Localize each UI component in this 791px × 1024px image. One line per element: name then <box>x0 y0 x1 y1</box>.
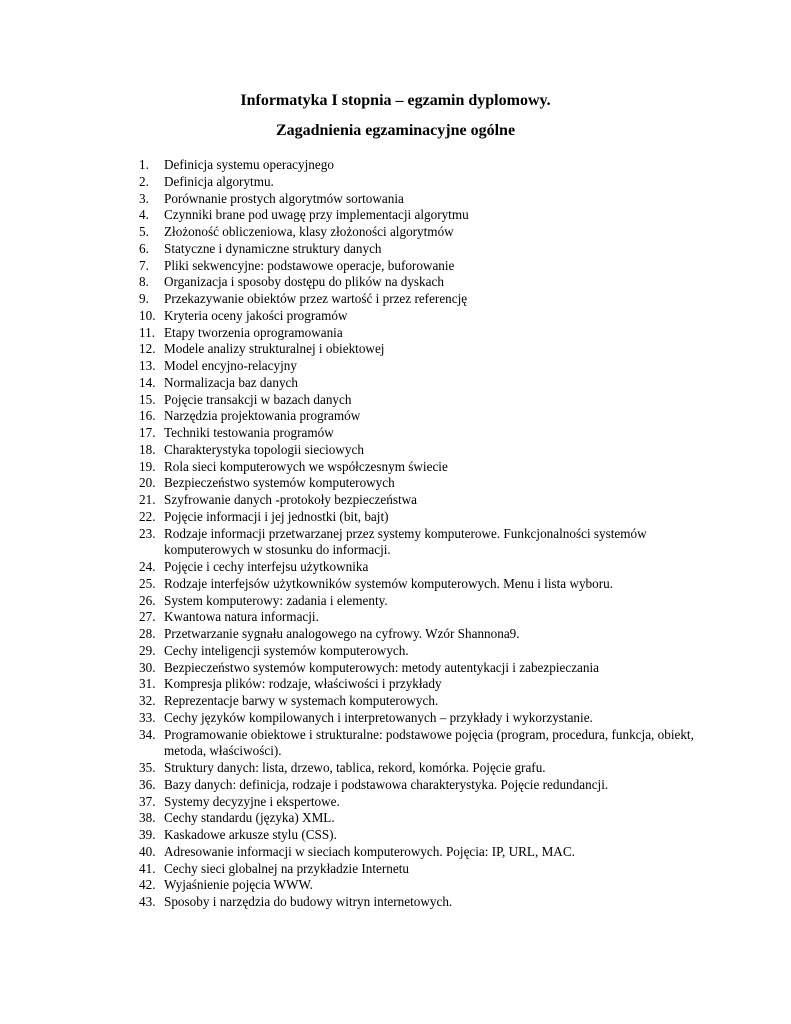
topic-item <box>139 861 699 878</box>
topic-number: 7. <box>139 257 149 273</box>
topic-item <box>139 408 699 425</box>
topic-number: 32. <box>139 693 156 708</box>
topic-text: Bezpieczeństwo systemów komputerowych: metody autentykacji i zabezpieczania <box>164 659 600 675</box>
topic-text: Kompresja plików: rodzaje, właściwości i przykłady <box>164 676 442 692</box>
topic-item <box>139 526 699 560</box>
topic-number: 43. <box>139 894 156 909</box>
topic-item <box>139 207 699 224</box>
topic-number: 1. <box>139 157 149 172</box>
topic-text: Sposoby i narzędzia do budowy witryn internetowych. <box>164 894 453 909</box>
topic-number: 35. <box>139 760 156 775</box>
topic-item <box>139 274 699 291</box>
topic-item <box>139 375 699 392</box>
topic-item <box>139 258 699 275</box>
topic-item <box>139 475 699 492</box>
topic-number: 37. <box>139 793 156 809</box>
topic-item <box>139 844 699 861</box>
topic-text: Pliki sekwencyjne: podstawowe operacje, buforowanie <box>164 257 455 273</box>
topic-number: 6. <box>139 240 149 256</box>
topic-text: Złożoność obliczeniowa, klasy złożoności algorytmów <box>164 224 454 239</box>
topic-number: 9. <box>139 291 149 306</box>
topic-item <box>139 643 699 660</box>
topic-text: Statyczne i dynamiczne struktury danych <box>164 240 382 256</box>
topic-number: 39. <box>139 827 156 842</box>
topic-text: Pojęcie informacji i jej jednostki (bit, bajt) <box>164 508 389 524</box>
topic-item <box>139 660 699 677</box>
topic-number: 19. <box>139 458 156 474</box>
topic-item <box>139 794 699 811</box>
topic-text: Przekazywanie obiektów przez wartość i przez referencję <box>164 291 468 306</box>
topic-item <box>139 509 699 526</box>
topic-text: Przetwarzanie sygnału analogowego na cyfrowy. Wzór Shannona9. <box>164 626 520 641</box>
topic-text: Cechy standardu (języka) XML. <box>164 810 335 826</box>
topic-item <box>139 157 699 174</box>
topic-item <box>139 459 699 476</box>
topic-number: 23. <box>139 525 156 541</box>
topic-item <box>139 241 699 258</box>
topic-text: System komputerowy: zadania i elementy. <box>164 592 388 608</box>
topic-text: Czynniki brane pod uwagę przy implementacji algorytmu <box>164 207 469 223</box>
topic-number: 22. <box>139 508 156 524</box>
topic-item <box>139 676 699 693</box>
topic-number: 15. <box>139 391 156 407</box>
topic-item <box>139 425 699 442</box>
document-title: Informatyka I stopnia – egzamin dyplomowy. <box>240 92 551 109</box>
topic-item <box>139 760 699 777</box>
topic-item <box>139 810 699 827</box>
topic-number: 30. <box>139 659 156 675</box>
topic-item <box>139 877 699 894</box>
topic-item <box>139 693 699 710</box>
topic-item <box>139 827 699 844</box>
topic-item <box>139 191 699 208</box>
topic-text: Organizacja i sposoby dostępu do plików na dyskach <box>164 274 444 290</box>
topic-item <box>139 392 699 409</box>
topic-text: Wyjaśnienie pojęcia WWW. <box>164 877 313 893</box>
topic-number: 21. <box>139 492 156 507</box>
topic-number: 12. <box>139 341 156 357</box>
topic-number: 14. <box>139 374 156 390</box>
topic-text: Rodzaje informacji przetwarzanej przez systemy komputerowe. Funkcjonalności systemów komputerowych w stosunku do informacji. <box>164 525 647 558</box>
topic-number: 11. <box>139 324 155 340</box>
topic-text: Model encyjno-relacyjny <box>164 358 297 373</box>
topic-text: Bazy danych: definicja, rodzaje i podstawowa charakterystyka. Pojęcie redundancji. <box>164 776 609 792</box>
topic-number: 34. <box>139 726 156 742</box>
topic-text: Rodzaje interfejsów użytkowników systemów komputerowych. Menu i lista wyboru. <box>164 575 614 591</box>
topic-number: 8. <box>139 274 149 290</box>
document-subtitle: Zagadnienia egzaminacyjne ogólne <box>275 122 516 139</box>
topic-text: Cechy języków kompilowanych i interpretowanych – przykłady i wykorzystanie. <box>164 709 593 725</box>
topic-text: Adresowanie informacji w sieciach komputerowych. Pojęcia: IP, URL, MAC. <box>164 843 575 859</box>
topic-text: Rola sieci komputerowych we współczesnym świecie <box>164 458 448 474</box>
topic-item <box>139 777 699 794</box>
topic-number: 2. <box>139 173 149 189</box>
topic-text: Pojęcie i cechy interfejsu użytkownika <box>164 559 369 574</box>
topic-text: Etapy tworzenia oprogramowania <box>164 324 343 340</box>
topic-number: 24. <box>139 559 156 574</box>
topic-number: 41. <box>139 860 156 876</box>
topic-number: 3. <box>139 190 149 206</box>
topics-list <box>139 157 699 911</box>
topic-item <box>139 727 699 761</box>
topic-item <box>139 358 699 375</box>
topic-text: Porównanie prostych algorytmów sortowania <box>164 190 404 206</box>
topic-number: 40. <box>139 843 156 859</box>
topic-item <box>139 492 699 509</box>
topic-text: Kwantowa natura informacji. <box>164 609 319 625</box>
topic-text: Programowanie obiektowe i strukturalne: podstawowe pojęcia (program, procedura, funkcja, obiekt, metoda, właściwości). <box>164 726 694 759</box>
topic-text: Definicja systemu operacyjnego <box>164 157 334 172</box>
topic-number: 18. <box>139 441 156 457</box>
topic-text: Definicja algorytmu. <box>164 173 274 189</box>
topic-text: Cechy sieci globalnej na przykładzie Internetu <box>164 860 409 876</box>
topic-text: Narzędzia projektowania programów <box>164 408 361 424</box>
topic-text: Kryteria oceny jakości programów <box>164 307 348 323</box>
topic-number: 42. <box>139 877 156 893</box>
topic-number: 33. <box>139 709 156 725</box>
topic-number: 4. <box>139 207 149 223</box>
topic-item <box>139 325 699 342</box>
topic-number: 10. <box>139 307 156 323</box>
topic-text: Normalizacja baz danych <box>164 374 298 390</box>
topic-text: Cechy inteligencji systemów komputerowych. <box>164 642 409 658</box>
topic-text: Modele analizy strukturalnej i obiektowej <box>164 341 385 357</box>
topic-item <box>139 308 699 325</box>
topic-text: Systemy decyzyjne i ekspertowe. <box>164 793 340 809</box>
topic-item <box>139 576 699 593</box>
topic-number: 27. <box>139 609 156 625</box>
topic-item <box>139 894 699 911</box>
topic-item <box>139 341 699 358</box>
topic-number: 25. <box>139 575 156 591</box>
topic-text: Kaskadowe arkusze stylu (CSS). <box>164 827 337 842</box>
topic-text: Bezpieczeństwo systemów komputerowych <box>164 475 395 491</box>
topic-number: 26. <box>139 592 156 608</box>
topic-text: Techniki testowania programów <box>164 425 334 440</box>
topic-number: 29. <box>139 642 156 658</box>
topic-number: 17. <box>139 425 156 440</box>
topic-number: 20. <box>139 475 156 491</box>
topic-number: 13. <box>139 358 156 373</box>
topic-item <box>139 593 699 610</box>
topic-item <box>139 626 699 643</box>
topic-item <box>139 710 699 727</box>
topic-text: Szyfrowanie danych -protokoły bezpieczeństwa <box>164 492 418 507</box>
topic-item <box>139 224 699 241</box>
topic-number: 31. <box>139 676 156 692</box>
topic-item <box>139 609 699 626</box>
topic-item <box>139 291 699 308</box>
topic-text: Pojęcie transakcji w bazach danych <box>164 391 352 407</box>
topic-text: Reprezentacje barwy w systemach komputerowych. <box>164 693 439 708</box>
topic-item <box>139 559 699 576</box>
topic-number: 5. <box>139 224 149 239</box>
topic-number: 36. <box>139 776 156 792</box>
topic-item <box>139 442 699 459</box>
topic-number: 38. <box>139 810 156 826</box>
topic-number: 16. <box>139 408 156 424</box>
topic-item <box>139 174 699 191</box>
topic-number: 28. <box>139 626 156 641</box>
topic-text: Struktury danych: lista, drzewo, tablica, rekord, komórka. Pojęcie grafu. <box>164 760 546 775</box>
topic-text: Charakterystyka topologii sieciowych <box>164 441 364 457</box>
